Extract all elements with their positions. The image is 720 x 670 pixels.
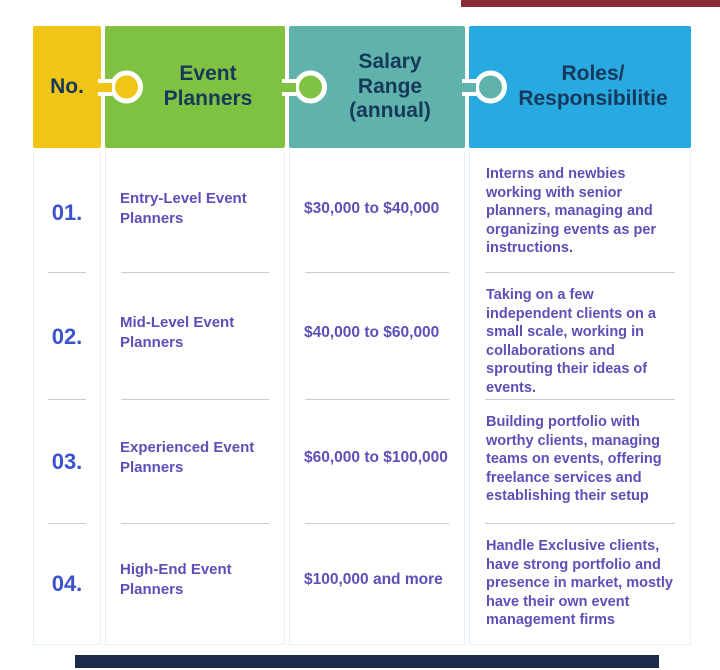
planner-name-cell: Mid-Level Event Planners	[105, 273, 285, 400]
row-number-cell: 04.	[33, 524, 101, 645]
puzzle-knob-icon	[110, 71, 143, 104]
salary-range-cell: $40,000 to $60,000	[289, 273, 465, 400]
roles-cell: Interns and newbies working with senior planners, managing and organizing events as per instructions.	[469, 152, 691, 273]
planner-name-cell: Entry-Level Event Planners	[105, 152, 285, 273]
header-salary-range-label: Salary Range (annual)	[349, 49, 431, 123]
planner-name-cell: Experienced Event Planners	[105, 400, 285, 524]
roles-cell: Taking on a few independent clients on a small scale, working in collaborations and sprouting their ideas of events.	[469, 273, 691, 400]
top-red-bar	[461, 0, 720, 7]
bottom-navy-bar	[75, 655, 659, 668]
header-col-no	[33, 26, 101, 148]
row-number-cell: 03.	[33, 400, 101, 524]
header-col-salary-range	[289, 26, 465, 148]
salary-range-cell: $30,000 to $40,000	[289, 152, 465, 273]
header-col-event-planners	[105, 26, 285, 148]
row-number-cell: 02.	[33, 273, 101, 400]
header-event-planners-label: Event Planners	[163, 62, 253, 110]
roles-cell: Handle Exclusive clients, have strong portfolio and presence in market, mostly have their own event management firms	[469, 524, 691, 645]
roles-cell: Building portfolio with worthy clients, managing teams on events, offering freelance services and establishing their setup	[469, 400, 691, 524]
row-number-cell: 01.	[33, 152, 101, 273]
table-header	[33, 26, 691, 148]
header-no-label: No.	[50, 74, 84, 98]
header-roles-label: Roles/ Responsibilitie	[518, 62, 668, 110]
puzzle-knob-icon	[474, 71, 507, 104]
table-body	[33, 152, 691, 645]
header-col-roles	[469, 26, 691, 148]
planner-name-cell: High-End Event Planners	[105, 524, 285, 645]
salary-range-cell: $100,000 and more	[289, 524, 465, 645]
salary-range-cell: $60,000 to $100,000	[289, 400, 465, 524]
puzzle-knob-icon	[294, 71, 327, 104]
